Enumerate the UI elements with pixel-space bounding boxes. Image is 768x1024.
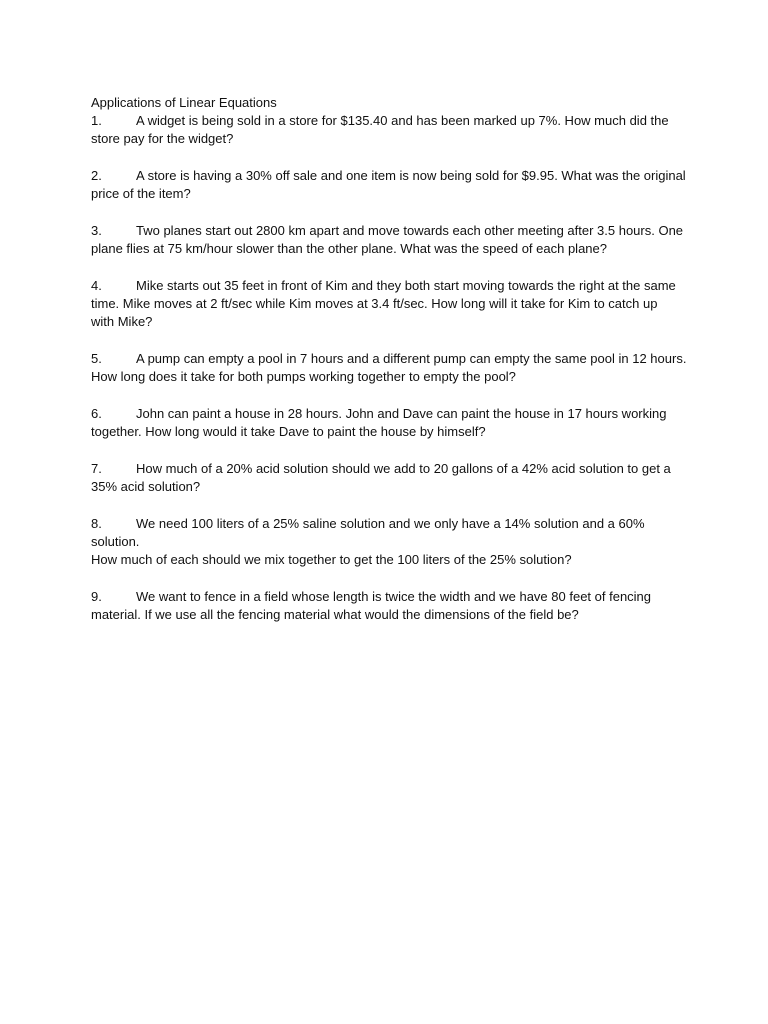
question-continuation: store pay for the widget? — [91, 131, 234, 146]
document-title: Applications of Linear Equations — [91, 95, 277, 110]
question-5 — [91, 350, 691, 386]
question-text: A store is having a 30% off sale and one item is now being sold for $9.95. What was the original — [136, 168, 686, 183]
question-first-line — [91, 222, 691, 240]
document-content — [91, 94, 691, 643]
question-first-line — [91, 277, 691, 295]
question-continuation: time. Mike moves at 2 ft/sec while Kim moves at 3.4 ft/sec. How long will it take for Kim to catch up — [91, 296, 658, 311]
question-number: 7. — [91, 461, 102, 476]
question-continuation: together. How long would it take Dave to paint the house by himself? — [91, 424, 486, 439]
question-number: 4. — [91, 278, 102, 293]
question-6 — [91, 405, 691, 441]
question-first-line — [91, 460, 691, 478]
question-number: 6. — [91, 406, 102, 421]
question-continuation: How much of each should we mix together to get the 100 liters of the 25% solution? — [91, 552, 572, 567]
question-number: 9. — [91, 589, 102, 604]
question-continuation: plane flies at 75 km/hour slower than the other plane. What was the speed of each plane? — [91, 241, 607, 256]
question-continuation: with Mike? — [91, 314, 153, 329]
question-4 — [91, 277, 691, 331]
question-text: A widget is being sold in a store for $135.40 and has been marked up 7%. How much did the — [136, 113, 669, 128]
question-number: 3. — [91, 223, 102, 238]
question-text: We want to fence in a field whose length is twice the width and we have 80 feet of fencing — [136, 589, 652, 604]
question-text: We need 100 liters of a 25% saline solution and we only have a 14% solution and a 60% solution. — [91, 516, 645, 549]
question-text: How much of a 20% acid solution should we add to 20 gallons of a 42% acid solution to get a — [136, 461, 671, 476]
question-continuation: 35% acid solution? — [91, 479, 201, 494]
question-number: 5. — [91, 351, 102, 366]
question-first-line — [91, 350, 691, 368]
question-text: John can paint a house in 28 hours. John and Dave can paint the house in 17 hours working — [136, 406, 667, 421]
question-number: 1. — [91, 113, 102, 128]
question-continuation: How long does it take for both pumps working together to empty the pool? — [91, 369, 516, 384]
question-1 — [91, 112, 691, 148]
question-continuation: material. If we use all the fencing material what would the dimensions of the field be? — [91, 607, 579, 622]
question-first-line — [91, 167, 691, 185]
question-text: Mike starts out 35 feet in front of Kim and they both start moving towards the right at the same — [136, 278, 676, 293]
question-8 — [91, 515, 691, 569]
question-9 — [91, 588, 691, 624]
question-number: 2. — [91, 168, 102, 183]
question-text: Two planes start out 2800 km apart and move towards each other meeting after 3.5 hours. One — [136, 223, 684, 238]
question-first-line — [91, 588, 691, 606]
question-number: 8. — [91, 516, 102, 531]
question-7 — [91, 460, 691, 496]
question-text: A pump can empty a pool in 7 hours and a different pump can empty the same pool in 12 hours. — [136, 351, 687, 366]
question-3 — [91, 222, 691, 258]
question-continuation: price of the item? — [91, 186, 191, 201]
question-first-line — [91, 112, 691, 130]
question-2 — [91, 167, 691, 203]
question-first-line — [91, 405, 691, 423]
question-first-line — [91, 515, 691, 551]
